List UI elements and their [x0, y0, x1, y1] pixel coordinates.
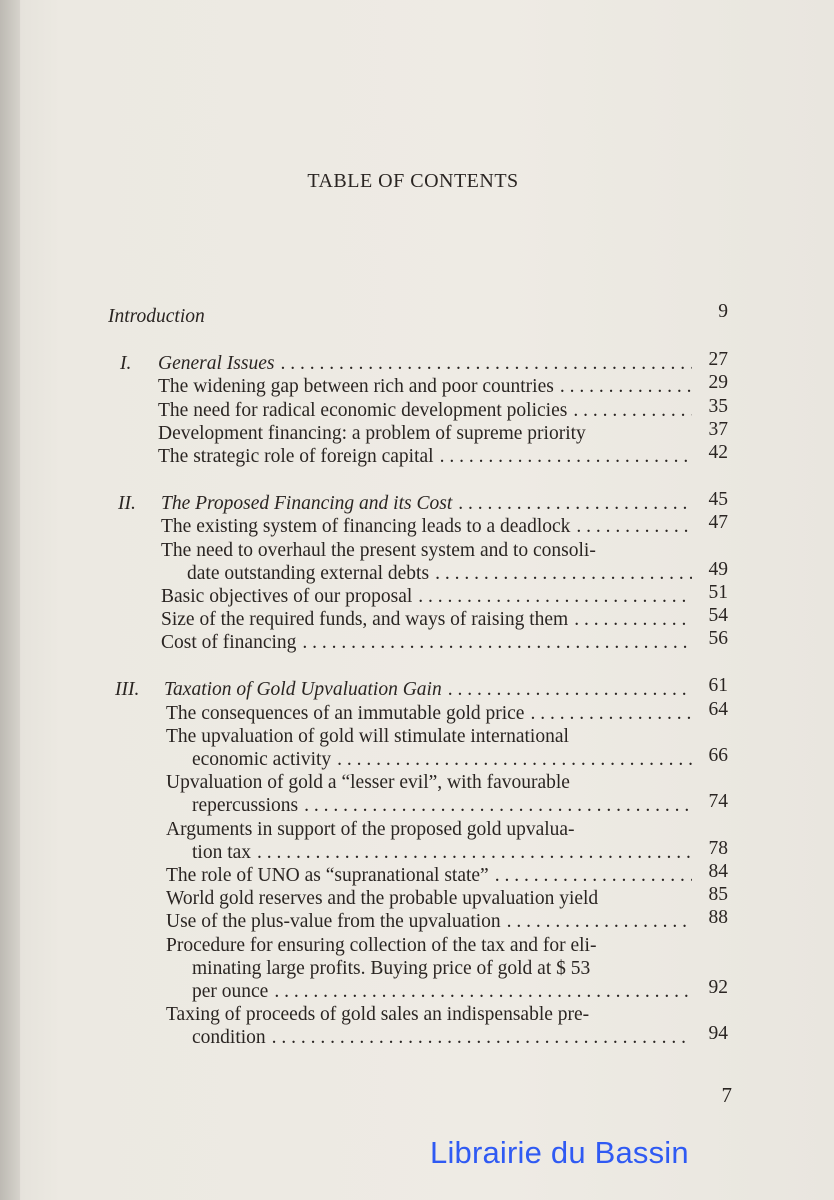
- entry-title: The existing system of financing leads to a deadlock: [161, 516, 571, 538]
- entry-title: The need to overhaul the present system and to consoli-: [161, 539, 596, 561]
- toc-text: [192, 1026, 692, 1049]
- leader-dots: [257, 841, 692, 864]
- toc-line: [0, 512, 834, 538]
- toc-text: [192, 957, 734, 980]
- entry-page-number: 66: [708, 745, 728, 766]
- entry-title: tion tax: [192, 841, 252, 863]
- entry-page-number: 92: [708, 976, 728, 998]
- entry-title: minating large profits. Buying price of gold at $ 53: [192, 957, 591, 979]
- leader-dots: [507, 910, 692, 933]
- entry-title: Size of the required funds, and ways of raising them: [161, 609, 569, 631]
- toc-text: [161, 585, 692, 608]
- entry-page-number: 56: [708, 628, 728, 650]
- entry-page-number: 88: [708, 907, 728, 929]
- leader-dots: [458, 492, 692, 515]
- entry-title: The widening gap between rich and poor countries: [158, 376, 554, 398]
- entry-title: Taxation of Gold Upvaluation Gain: [164, 679, 442, 701]
- toc-text: [158, 352, 692, 375]
- entry-page-number: 85: [708, 884, 728, 906]
- entry-page-number: 74: [708, 791, 728, 813]
- entry-title: condition: [192, 1027, 266, 1049]
- leader-dots: [337, 748, 692, 771]
- entry-page-number: 61: [708, 675, 728, 697]
- page-number: 7: [721, 1083, 732, 1107]
- toc-text: [166, 771, 734, 794]
- toc-text: [161, 539, 734, 562]
- toc-text: [158, 375, 692, 398]
- entry-title: economic activity: [192, 749, 332, 770]
- entry-page-number: 94: [708, 1023, 728, 1045]
- leader-dots: [576, 515, 692, 538]
- leader-dots: [574, 608, 692, 631]
- toc-text: [158, 422, 692, 445]
- leader-dots: [272, 1026, 692, 1049]
- page-title: TABLE OF CONTENTS: [307, 170, 519, 192]
- toc-text: [166, 725, 734, 748]
- watermark: Librairie du Bassin: [430, 1135, 689, 1170]
- toc-line: [0, 441, 834, 468]
- leader-dots: [530, 702, 692, 725]
- entry-page-number: 9: [718, 301, 728, 322]
- toc-line: [0, 934, 834, 957]
- section-numeral: I.: [120, 353, 132, 375]
- entry-title: World gold reserves and the probable upvaluation yield: [166, 888, 599, 910]
- toc-text: [161, 631, 692, 654]
- toc-text: [108, 305, 692, 328]
- entry-title: per ounce: [192, 980, 269, 1002]
- entry-title: Arguments in support of the proposed gold upvalua-: [166, 818, 575, 840]
- leader-dots: [302, 631, 692, 654]
- entry-title: Procedure for ensuring collection of the tax and for eli-: [166, 934, 597, 956]
- entry-title: Basic objectives of our proposal: [161, 585, 413, 607]
- toc-line: [0, 976, 834, 1003]
- entry-title: date outstanding external debts: [187, 562, 430, 584]
- section-numeral: II.: [118, 493, 136, 515]
- entry-page-number: 49: [708, 558, 728, 580]
- entry-page-number: 78: [708, 837, 728, 859]
- table-of-contents: [0, 301, 834, 1049]
- entry-page-number: 45: [708, 489, 728, 511]
- leader-dots: [435, 562, 692, 585]
- leader-dots: [304, 794, 692, 817]
- toc-text: [166, 887, 692, 910]
- toc-line: [0, 628, 834, 654]
- entry-page-number: 27: [708, 349, 728, 371]
- toc-text: [166, 864, 692, 887]
- toc-text: [161, 492, 692, 515]
- entry-page-number: 54: [708, 605, 728, 627]
- leader-dots: [418, 585, 692, 608]
- entry-title: Cost of financing: [161, 632, 297, 654]
- toc-line: [0, 301, 834, 328]
- entry-title: The strategic role of foreign capital: [158, 445, 434, 467]
- leader-dots: [560, 375, 692, 398]
- entry-page-number: 84: [708, 860, 728, 882]
- entry-page-number: 35: [708, 395, 728, 417]
- entry-title: Introduction: [108, 306, 205, 327]
- entry-page-number: 37: [708, 418, 728, 440]
- entry-title: Development financing: a problem of supreme priority: [158, 422, 586, 444]
- entry-page-number: 64: [708, 698, 728, 720]
- entry-title: Use of the plus-value from the upvaluation: [166, 911, 501, 933]
- toc-text: [192, 841, 692, 864]
- toc-line: [0, 745, 834, 771]
- entry-title: Upvaluation of gold a “lesser evil”, with favourable: [166, 772, 570, 794]
- toc-text: [166, 934, 734, 957]
- entry-page-number: 29: [708, 372, 728, 394]
- toc-line: [0, 1023, 834, 1049]
- toc-text: [166, 1003, 734, 1026]
- entry-title: General Issues: [158, 353, 275, 375]
- toc-text: [192, 748, 692, 771]
- entry-title: The need for radical economic development policies: [158, 399, 568, 421]
- entry-page-number: 42: [708, 441, 728, 463]
- entry-title: The Proposed Financing and its Cost: [161, 493, 453, 515]
- toc-text: [161, 515, 692, 538]
- section-numeral: III.: [115, 679, 140, 701]
- toc-text: [166, 702, 692, 725]
- leader-dots: [573, 399, 692, 422]
- leader-dots: [448, 678, 692, 701]
- toc-text: [158, 399, 692, 422]
- entry-page-number: 47: [708, 512, 728, 534]
- toc-text: [158, 445, 692, 468]
- leader-dots: [274, 980, 692, 1003]
- entry-title: Taxing of proceeds of gold sales an indispensable pre-: [166, 1004, 590, 1026]
- leader-dots: [440, 445, 692, 468]
- toc-text: [192, 980, 692, 1003]
- leader-dots: [495, 864, 692, 887]
- entry-title: The upvaluation of gold will stimulate international: [166, 725, 569, 747]
- toc-line: [0, 907, 834, 933]
- toc-text: [187, 562, 692, 585]
- toc-text: [161, 608, 692, 631]
- toc-line: [0, 698, 834, 725]
- entry-title: The role of UNO as “supranational state”: [166, 864, 489, 886]
- toc-text: [166, 910, 692, 933]
- entry-title: repercussions: [192, 795, 299, 817]
- toc-line: [0, 791, 834, 817]
- leader-dots: [280, 352, 692, 375]
- entry-page-number: 51: [708, 581, 728, 603]
- toc-text: [164, 678, 692, 701]
- toc-text: [192, 794, 692, 817]
- entry-title: The consequences of an immutable gold price: [166, 702, 525, 724]
- toc-text: [166, 818, 734, 841]
